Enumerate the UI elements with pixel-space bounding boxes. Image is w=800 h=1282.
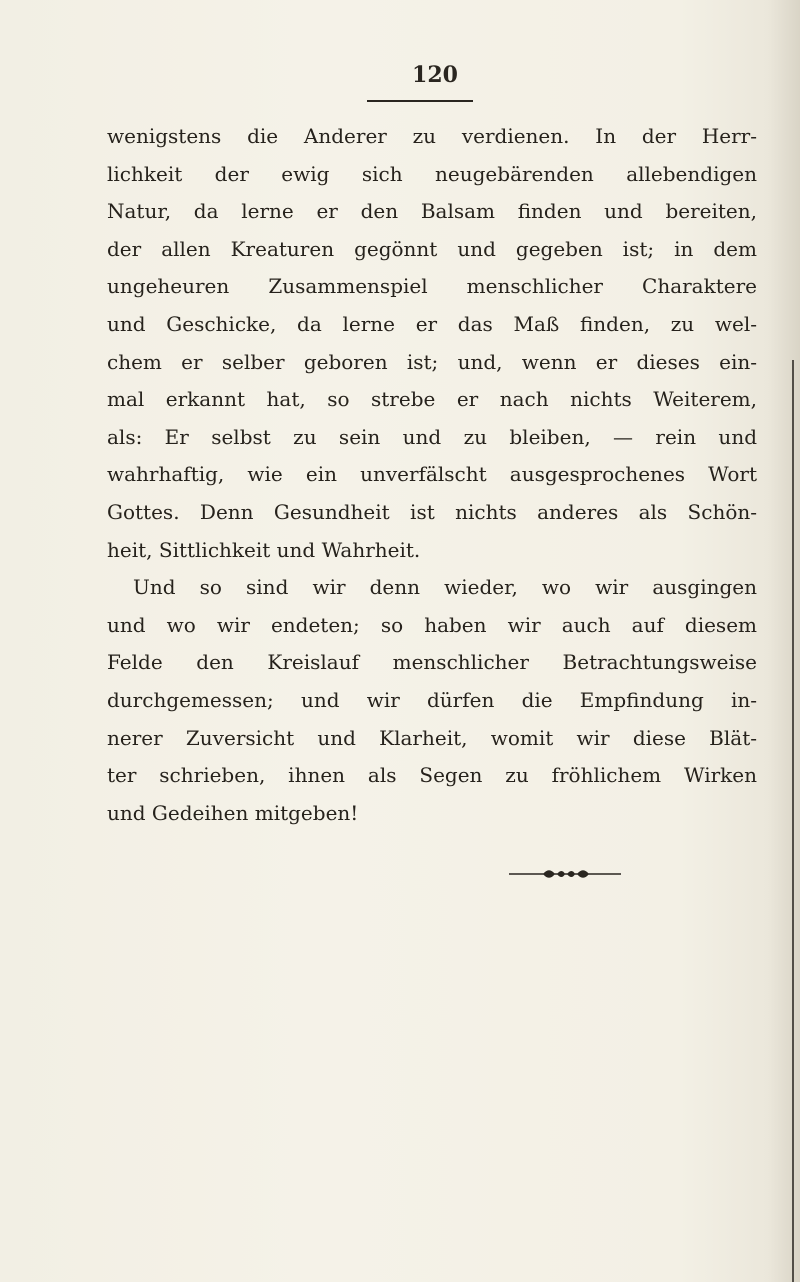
text-line: lichkeit der ewig sich neugebärenden allebendigen <box>107 161 757 186</box>
text-line: heit, Sittlichkeit und Wahrheit. <box>107 537 421 562</box>
body-text <box>107 118 757 832</box>
text-line: chem er selber geboren ist; und, wenn er dieses ein- <box>107 349 757 374</box>
text-line: der allen Kreaturen gegönnt und gegeben ist; in dem <box>107 236 757 261</box>
text-line: und wo wir endeten; so haben wir auch auf diesem <box>107 612 757 637</box>
text-line: Felde den Kreislauf menschlicher Betrachtungsweise <box>107 650 757 675</box>
text-line: durchgemessen; und wir dürfen die Empfindung in- <box>107 687 757 712</box>
text-line: Natur, da lerne er den Balsam finden und bereiten, <box>107 199 757 224</box>
header-rule <box>367 100 473 102</box>
end-ornament <box>509 868 621 880</box>
text-line: Und so sind wir denn wieder, wo wir ausgingen <box>133 575 757 600</box>
text-line: Gottes. Denn Gesundheit ist nichts anderes als Schön- <box>107 499 757 524</box>
text-line: als: Er selbst zu sein und zu bleiben, — rein und <box>107 424 757 449</box>
text-line: ter schrieben, ihnen als Segen zu fröhlichem Wirken <box>107 763 757 788</box>
text-line: wahrhaftig, wie ein unverfälscht ausgesprochenes Wort <box>107 462 757 487</box>
text-line: mal erkannt hat, so strebe er nach nichts Weiterem, <box>107 387 757 412</box>
text-line: ungeheuren Zusammenspiel menschlicher Charaktere <box>107 274 757 299</box>
page-number: 120 <box>412 62 458 88</box>
text-line: und Gedeihen mitgeben! <box>107 800 359 825</box>
text-line: und Geschicke, da lerne er das Maß finden, zu wel- <box>107 311 757 336</box>
text-line: nerer Zuversicht und Klarheit, womit wir diese Blät- <box>107 725 757 750</box>
text-line: wenigstens die Anderer zu verdienen. In der Herr- <box>107 124 757 148</box>
page-edge-shadow <box>792 360 794 1282</box>
